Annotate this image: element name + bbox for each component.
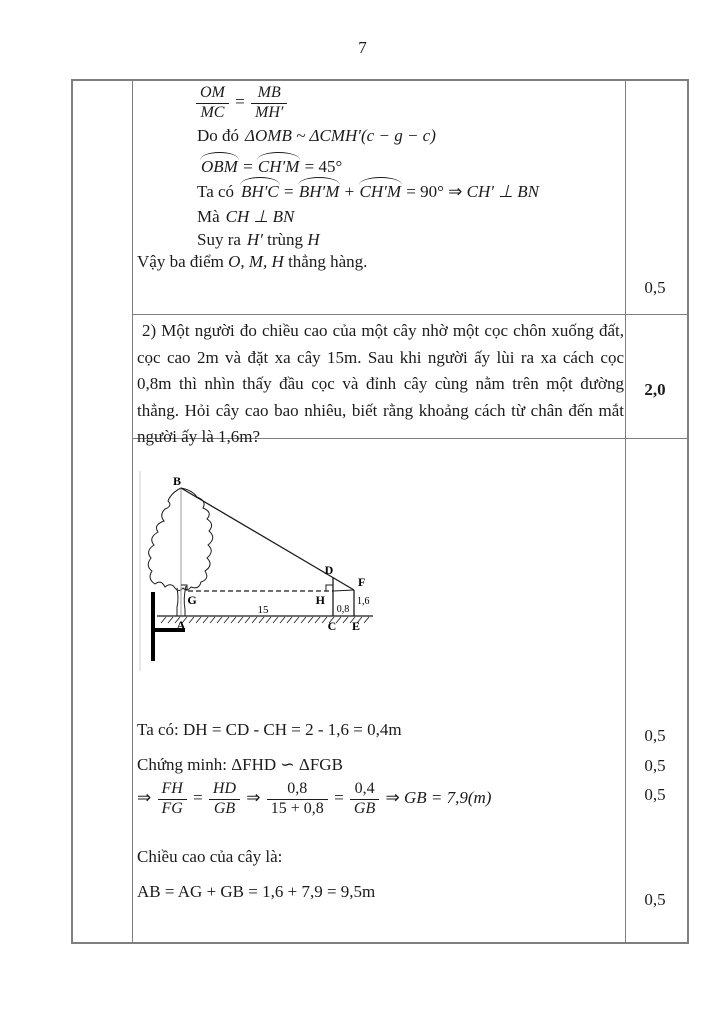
solution-math-line xyxy=(137,781,491,818)
score-step1: 0,5 xyxy=(644,726,666,745)
label-e: E xyxy=(351,619,361,633)
fraction-denominator: FG xyxy=(161,799,183,817)
equals-sign: = xyxy=(235,92,245,112)
equals-sign: = xyxy=(334,788,344,808)
score-row1: 0,5 xyxy=(644,278,666,297)
arc-chm: CH′M xyxy=(257,157,300,176)
score-step2: 0,5 xyxy=(644,756,666,775)
fraction-08-158 xyxy=(267,781,328,818)
label-a: A xyxy=(176,618,186,632)
implies-arrow: ⇒ xyxy=(385,788,400,808)
solution-line-ab: AB = AG + GB = 1,6 + 7,9 = 9,5m xyxy=(137,882,376,901)
arc-obm: OBM xyxy=(201,157,238,176)
fraction-numerator: FH xyxy=(158,781,187,800)
table-column-divider-score xyxy=(625,81,626,942)
tree-foliage xyxy=(148,488,213,591)
value-45-deg: = 45° xyxy=(304,157,343,176)
equals-sign: = xyxy=(243,157,253,176)
tree-trunk-right xyxy=(184,586,186,616)
fraction-numerator: OM xyxy=(196,85,229,104)
arc-chm2: CH′M xyxy=(359,182,401,201)
conclusion-line xyxy=(137,252,367,272)
math-line-fractions xyxy=(194,85,289,122)
measure-15: 15 xyxy=(257,604,269,616)
arc-bhm: BH′M xyxy=(298,182,340,201)
text-trung: trùng xyxy=(267,230,304,249)
implies-90: = 90° ⇒ xyxy=(406,182,463,201)
text-chung-minh: Chứng minh: xyxy=(137,755,227,774)
math-line-suy-ra xyxy=(197,230,320,250)
point-h: H xyxy=(307,230,320,249)
text-ma: Mà xyxy=(197,207,220,226)
score-step4: 0,5 xyxy=(644,890,666,909)
page-number: 7 xyxy=(358,38,367,57)
fraction-fh-fg xyxy=(158,781,187,818)
fraction-denominator: GB xyxy=(353,799,376,817)
fraction-denominator: 15 + 0,8 xyxy=(270,799,324,817)
segment-hf xyxy=(333,590,354,591)
similar-triangles-fhd-fgb: ΔFHD ∽ ΔFGB xyxy=(231,755,343,774)
fraction-mb-mh xyxy=(251,85,287,122)
text-suy-ra: Suy ra xyxy=(197,230,241,249)
points-omh: O, M, H xyxy=(228,252,284,271)
label-f: F xyxy=(358,575,366,589)
plus-sign: + xyxy=(344,182,355,201)
math-line-do-do xyxy=(197,126,436,146)
score-step3: 0,5 xyxy=(644,785,666,804)
perpendicular-ch-bn: CH′ ⊥ BN xyxy=(466,182,540,201)
tree-trunk-left xyxy=(177,588,178,616)
perpendicular-ch-bn2: CH ⊥ BN xyxy=(225,207,295,226)
implies-arrow: ⇒ xyxy=(246,788,261,808)
fraction-om-mc xyxy=(196,85,229,122)
problem-2-statement: 2) Một người đo chiều cao của một cây nhờ một cọc chôn xuống đất, cọc cao 2m và đặt xa cây 15m. Sau khi người ấy lùi ra xa cách cọc 0,8m thì nhìn thấy đầu cọc và đỉnh cây cùng nằm trên một đường thẳng. Hỏi cây cao bao nhiêu, biết rằng khoảng cách từ chân đến mắt người ấy là 1,6m? xyxy=(137,321,624,447)
fraction-numerator: MB xyxy=(251,85,287,104)
fraction-numerator: 0,4 xyxy=(350,781,379,800)
text-vay-ba-diem: Vậy ba điểm xyxy=(137,252,224,271)
ground-hatching xyxy=(161,617,369,623)
table-row-divider-1 xyxy=(132,314,687,315)
measure-0-8: 0,8 xyxy=(336,604,350,615)
fraction-denominator: MC xyxy=(200,103,225,121)
math-line-ta-co xyxy=(197,182,539,202)
equals-sign: = xyxy=(193,788,203,808)
math-line-ma xyxy=(197,207,294,227)
score-problem2: 2,0 xyxy=(644,380,666,399)
arc-bhc: BH′C xyxy=(241,182,279,201)
point-h-prime: H′ xyxy=(246,230,263,249)
measure-1-6: 1,6 xyxy=(357,596,370,607)
text-ta-co: Ta có xyxy=(197,182,235,201)
table-column-divider-left xyxy=(132,81,133,942)
case-cgc: (c − g − c) xyxy=(361,126,436,145)
solution-line-chung-minh xyxy=(137,755,343,775)
text-do-do: Do đó xyxy=(197,126,240,145)
solution-line-dh: Ta có: DH = CD - CH = 2 - 1,6 = 0,4m xyxy=(137,720,402,739)
implies-arrow: ⇒ xyxy=(137,788,152,808)
fraction-numerator: 0,8 xyxy=(267,781,328,800)
similar-triangles: ΔOMB ~ ΔCMH′ xyxy=(245,126,362,145)
right-angle-mark-h xyxy=(326,585,333,591)
fraction-04-gb xyxy=(350,781,379,818)
solution-line-chieu-cao: Chiều cao của cây là: xyxy=(137,847,283,866)
label-c: C xyxy=(327,619,337,633)
label-h: H xyxy=(315,593,325,607)
fraction-hd-gb xyxy=(209,781,240,818)
answer-table xyxy=(71,79,689,944)
equals-sign: = xyxy=(284,182,294,201)
math-line-angles-45 xyxy=(200,157,342,177)
label-d: D xyxy=(324,563,334,577)
fraction-denominator: MH′ xyxy=(254,103,284,121)
geometry-figure xyxy=(135,459,395,674)
fraction-denominator: GB xyxy=(213,799,236,817)
label-b: B xyxy=(172,474,182,488)
text-thang-hang: thẳng hàng. xyxy=(288,252,368,271)
label-g: G xyxy=(187,593,197,607)
result-gb: GB = 7,9(m) xyxy=(403,788,492,808)
fraction-numerator: HD xyxy=(209,781,240,800)
